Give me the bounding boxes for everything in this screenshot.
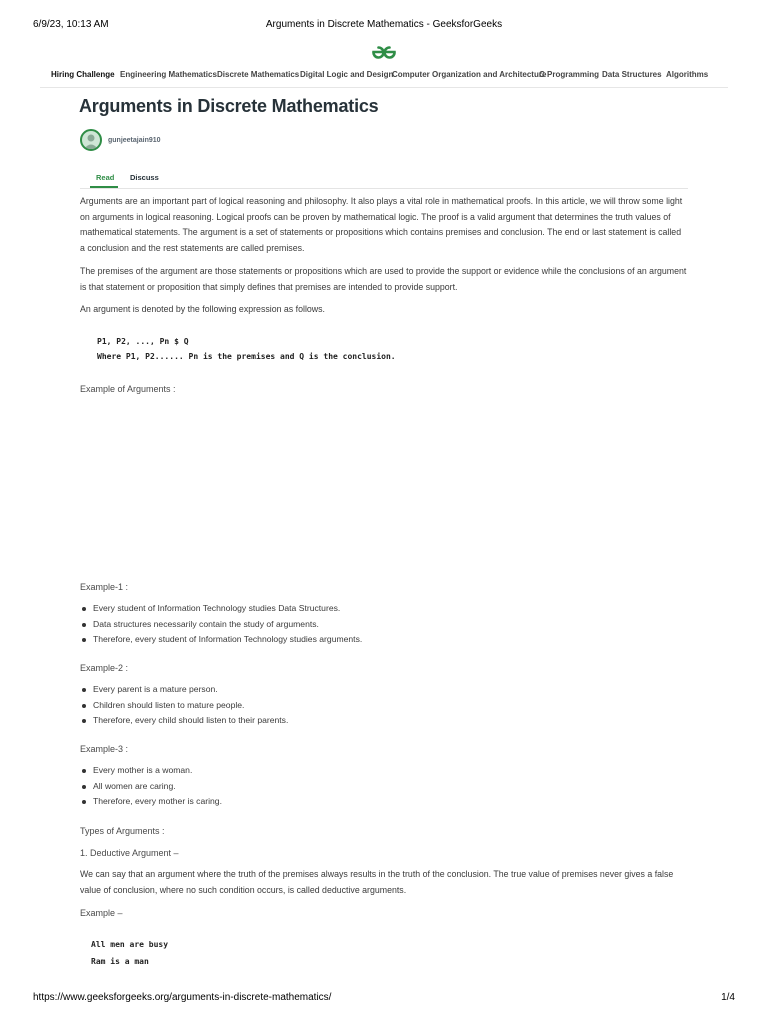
example-2-label: Example-2 :: [80, 663, 129, 673]
geeksforgeeks-logo-icon[interactable]: [366, 42, 402, 62]
deductive-heading: 1. Deductive Argument –: [80, 848, 179, 858]
example-label: Example –: [80, 908, 123, 918]
list-item: Data structures necessarily contain the study of arguments.: [80, 617, 362, 633]
intro-paragraph-2: The premises of the argument are those statements or propositions which are used to provide the support or evidence while the conclusions of an argument is that statement or proposition that simply defines that premises are intended to provide support.: [80, 266, 687, 292]
example-1-label: Example-1 :: [80, 582, 129, 592]
author-name[interactable]: gunjeetajain910: [108, 137, 161, 144]
examples-heading: Example of Arguments :: [80, 384, 176, 394]
tab-read[interactable]: Read: [96, 173, 115, 182]
nav-item-data-structures[interactable]: Data Structures: [602, 70, 662, 79]
list-item: Therefore, every mother is caring.: [80, 794, 222, 810]
code-line: Ram is a man: [91, 957, 149, 966]
code-line: P1, P2, ..., Pn $ Q: [97, 337, 189, 346]
types-heading: Types of Arguments :: [80, 826, 165, 836]
nav-item-engineering-mathematics[interactable]: Engineering Mathematics: [120, 70, 217, 79]
nav-item-algorithms[interactable]: Algorithms: [666, 70, 709, 79]
deductive-paragraph: We can say that an argument where the truth of the premises always results in the truth of the conclusion. The true value of premises never gives a false value of conclusion, where no such condition occurs, is called deductive arguments.: [80, 869, 674, 895]
nav-item-discrete-mathematics[interactable]: Discrete Mathematics: [217, 70, 300, 79]
author-avatar[interactable]: [80, 129, 102, 151]
list-item: Therefore, every student of Information Technology studies arguments.: [80, 632, 362, 648]
tab-read-active-indicator: [90, 186, 118, 188]
list-item: Every parent is a mature person.: [80, 682, 288, 698]
intro-paragraph-3: An argument is denoted by the following expression as follows.: [80, 304, 325, 314]
list-item: All women are caring.: [80, 779, 222, 795]
print-date: 6/9/23, 10:13 AM: [33, 19, 109, 30]
tab-discuss[interactable]: Discuss: [130, 173, 159, 182]
code-line: All men are busy: [91, 940, 169, 949]
nav-item-c-programming[interactable]: C Programming: [539, 70, 600, 79]
code-line: Where P1, P2...... Pn is the premises and Q is the conclusion.: [97, 352, 396, 361]
list-item: Children should listen to mature people.: [80, 698, 288, 714]
article-tabs: [80, 166, 688, 189]
example-2-list: [80, 682, 288, 729]
example-3-list: [80, 763, 222, 810]
top-nav-bar: [0, 68, 768, 84]
print-page-title: Arguments in Discrete Mathematics - GeeksforGeeks: [265, 19, 503, 30]
nav-divider: [40, 87, 728, 88]
example-1-list: [80, 601, 362, 648]
article-title: Arguments in Discrete Mathematics: [79, 96, 379, 116]
list-item: Every student of Information Technology studies Data Structures.: [80, 601, 362, 617]
nav-item-computer-organization[interactable]: Computer Organization and Architecture: [392, 70, 547, 79]
example-3-label: Example-3 :: [80, 744, 129, 754]
print-page-number: 1/4: [721, 992, 735, 1003]
intro-paragraph-1: Arguments are an important part of logical reasoning and philosophy. It also plays a vital role in mathematical proofs. In this article, we will throw some light on arguments in logical reasoning. Logical proofs can be proven by mathematical logic. The proof is a valid argument that determines the truth values of mathematical statements. The argument is a set of statements or propositions which contains premises and conclusion. The end or last statement is called a conclusion and the rest statements are called premises.: [80, 196, 683, 253]
print-url: https://www.geeksforgeeks.org/arguments-in-discrete-mathematics/: [33, 992, 332, 1003]
print-header: [0, 0, 768, 40]
nav-item-hiring-challenge[interactable]: Hiring Challenge: [51, 70, 115, 79]
list-item: Therefore, every child should listen to their parents.: [80, 713, 288, 729]
list-item: Every mother is a woman.: [80, 763, 222, 779]
nav-item-digital-logic[interactable]: Digital Logic and Design: [300, 70, 394, 79]
